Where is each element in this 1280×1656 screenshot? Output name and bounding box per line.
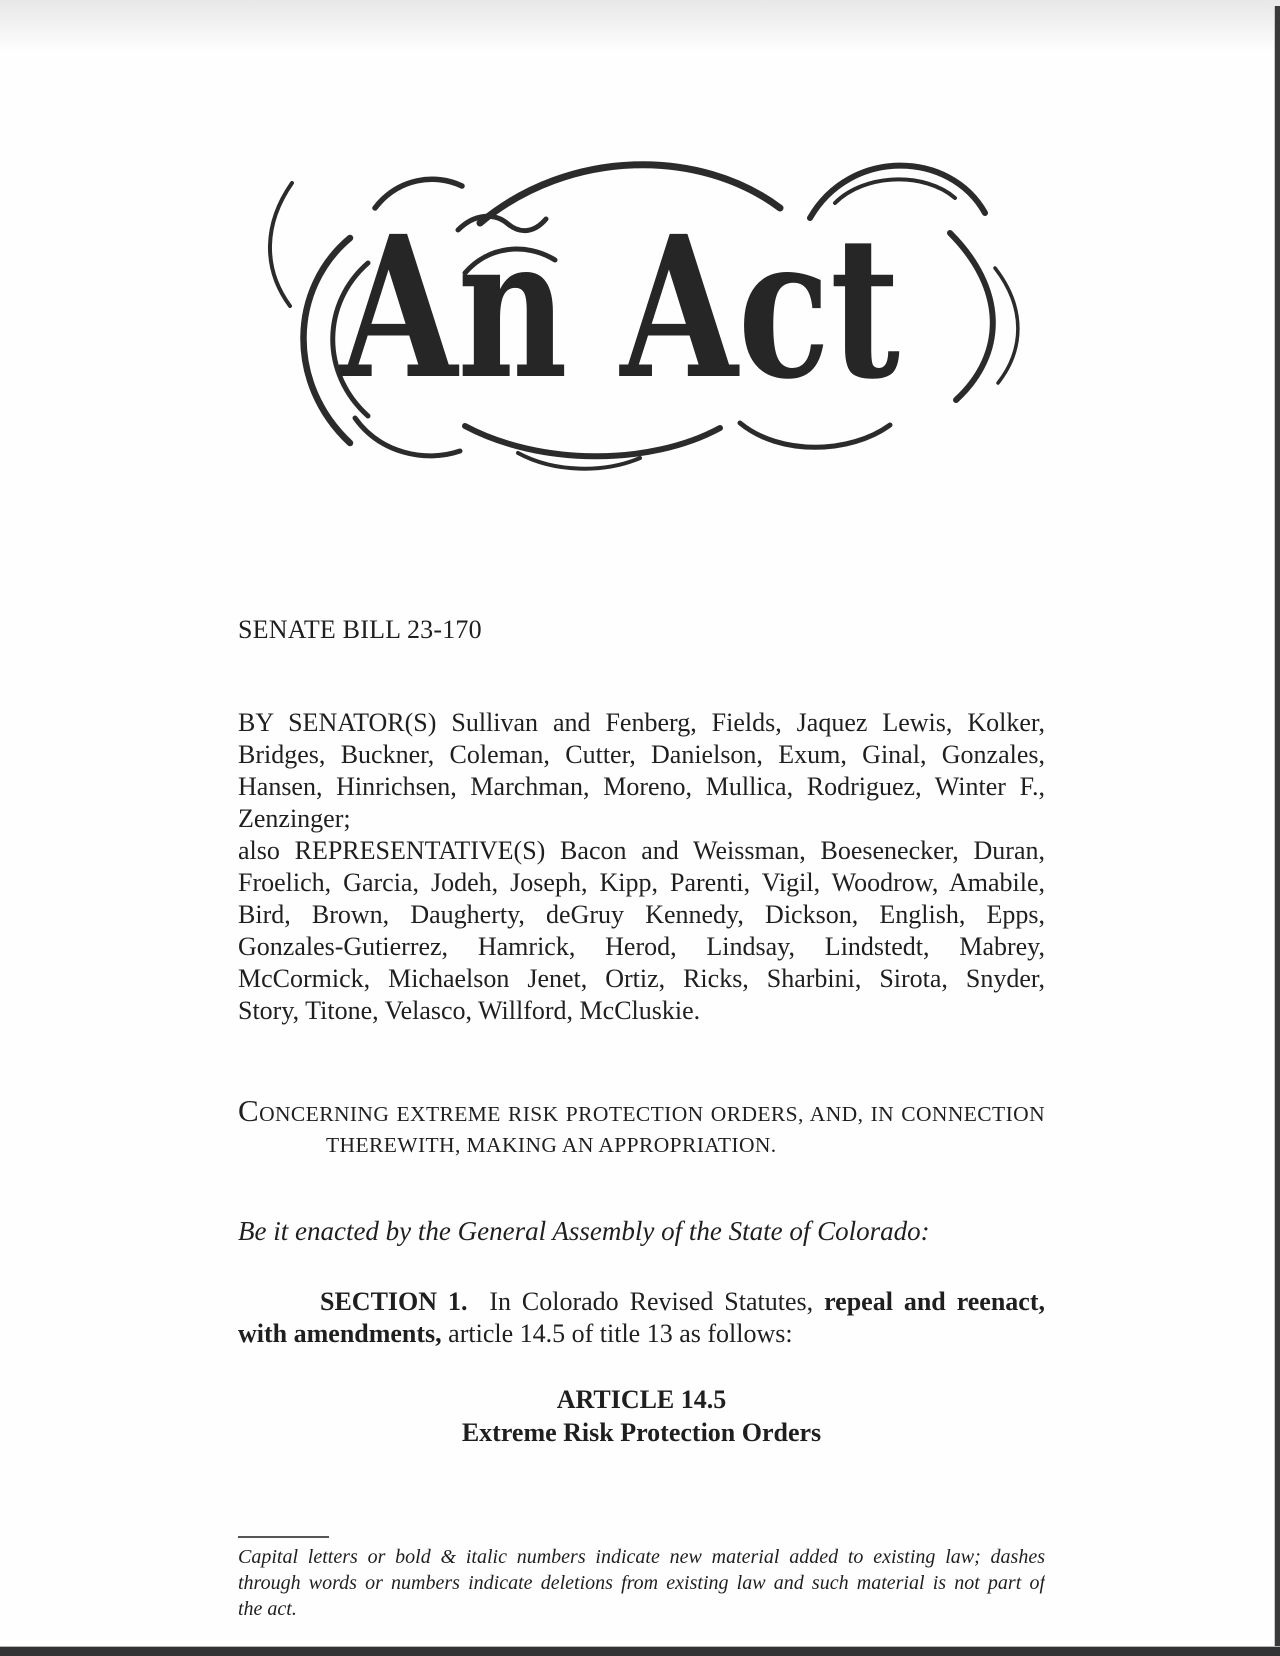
footnote-text [238, 1544, 1045, 1622]
bill-number: SENATE BILL 23-170 [238, 615, 482, 644]
enacting-clause: Be it enacted by the General Assembly of the State of Colorado: [238, 1216, 930, 1246]
article-number: ARTICLE 14.5 [556, 1385, 727, 1414]
text-line: Froelich, Garcia, Jodeh, Joseph, Kipp, Parenti, Vigil, Woodrow, Amabile, [238, 868, 1045, 897]
text-line: Story, Titone, Velasco, Willford, McCluskie. [238, 996, 701, 1025]
concerning-line-2: THEREWITH, MAKING AN APPROPRIATION. [326, 1133, 777, 1157]
text-line [238, 1318, 1045, 1350]
section-1-paragraph [238, 1286, 1045, 1350]
text-segment: article 14.5 of title 13 as follows: [441, 1319, 793, 1348]
text-line [238, 1286, 1045, 1318]
text-line: the act. [238, 1598, 297, 1620]
text-line: BY SENATOR(S) Sullivan and Fenberg, Fields, Jaquez Lewis, Kolker, [238, 708, 1045, 737]
sponsors-paragraph [238, 707, 1045, 1027]
text-line: through words or numbers indicate deletions from existing law and such material is not part of [238, 1572, 1045, 1594]
scan-bottom-edge [0, 1646, 1280, 1656]
article-title: Extreme Risk Protection Orders [461, 1418, 822, 1447]
scan-top-shadow [0, 0, 1280, 52]
footnote [238, 1536, 1045, 1622]
concerning-line-1: CONCERNING EXTREME RISK PROTECTION ORDERS, AND, IN CONNECTION [238, 1094, 1045, 1128]
text-segment: In Colorado Revised Statutes, [467, 1287, 825, 1316]
text-line: Bird, Brown, Daugherty, deGruy Kennedy, Dickson, English, Epps, [238, 900, 1045, 929]
text-line: Bridges, Buckner, Coleman, Cutter, Danielson, Exum, Ginal, Gonzales, [238, 740, 1045, 769]
bold-text-segment: SECTION 1. [320, 1287, 468, 1316]
article-heading [238, 1383, 1045, 1449]
footnote-rule [238, 1536, 329, 1538]
text-line: Hansen, Hinrichsen, Marchman, Moreno, Mullica, Rodriguez, Winter F., [238, 772, 1045, 801]
scan-right-edge [1274, 6, 1280, 1656]
text-line: Capital letters or bold & italic numbers indicate new material added to existing law; dashes [238, 1546, 1045, 1568]
text-line: Zenzinger; [238, 804, 351, 833]
text-line: McCormick, Michaelson Jenet, Ortiz, Ricks, Sharbini, Sirota, Snyder, [238, 964, 1045, 993]
an-act-title: An Act [338, 193, 900, 422]
calligraphic-flourish-icon [250, 128, 1040, 473]
text-line: Gonzales-Gutierrez, Hamrick, Herod, Lindsay, Lindstedt, Mabrey, [238, 932, 1045, 961]
bold-text-segment: repeal and reenact, [824, 1287, 1045, 1316]
bold-text-segment: with amendments, [238, 1319, 442, 1348]
concerning-clause [238, 1094, 1045, 1162]
text-line: also REPRESENTATIVE(S) Bacon and Weissman, Boesenecker, Duran, [238, 836, 1045, 865]
act-masthead [250, 128, 1040, 473]
